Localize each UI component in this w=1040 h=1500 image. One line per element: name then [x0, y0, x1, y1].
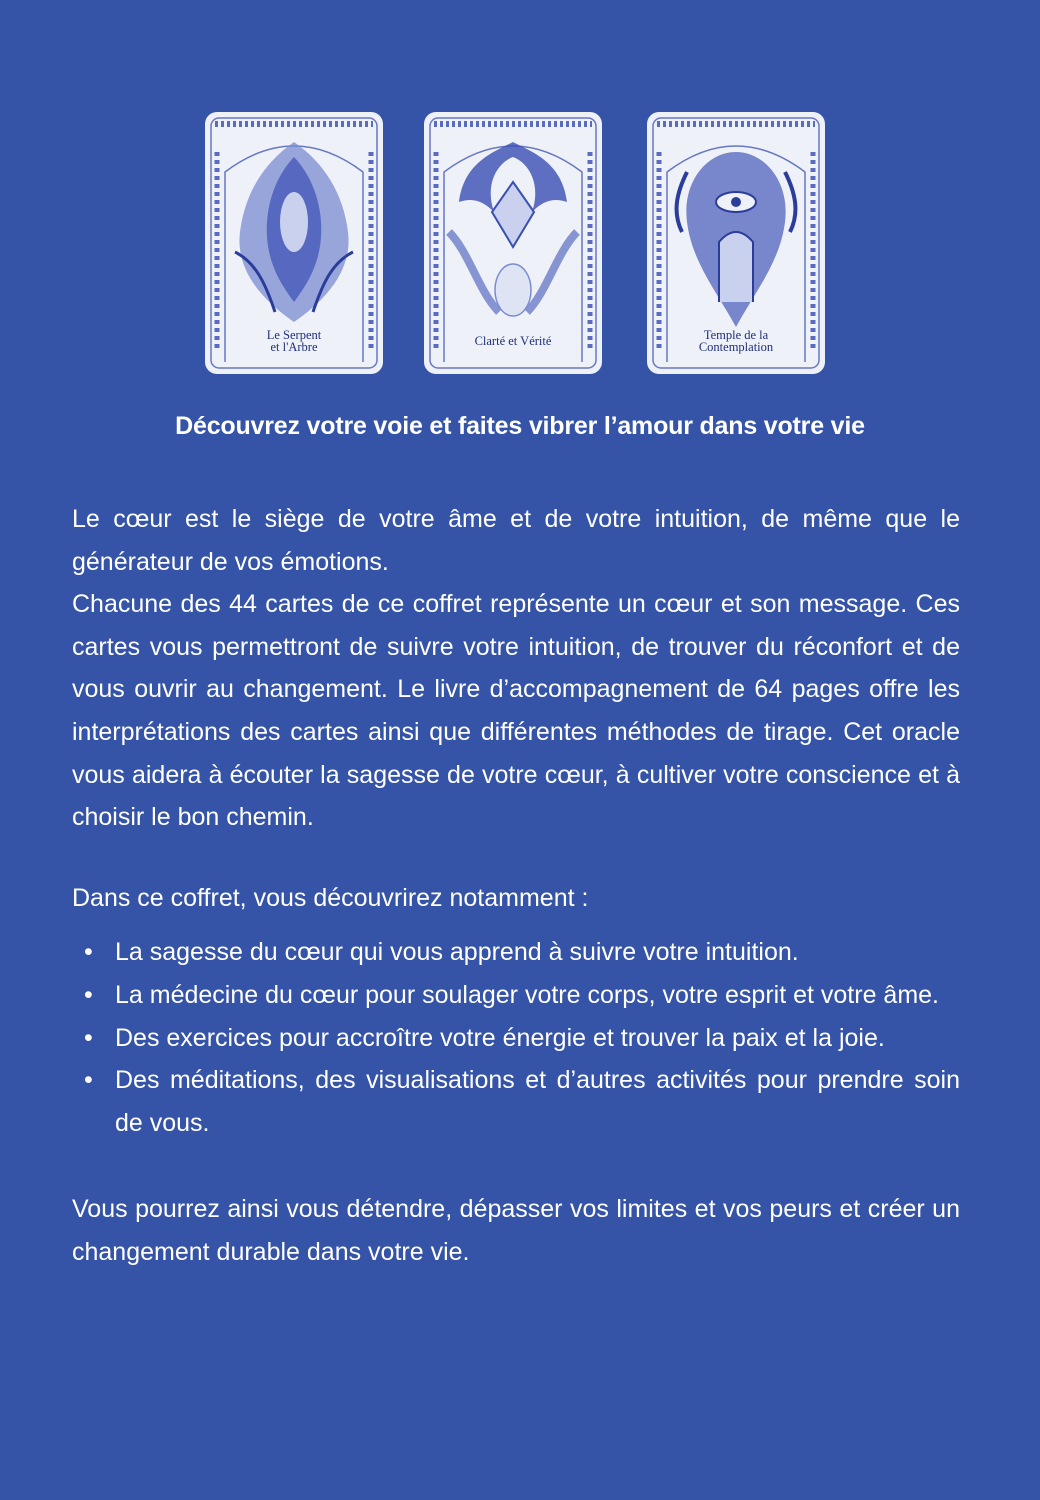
bullet-icon: •	[84, 938, 93, 967]
list-intro: Dans ce coffret, vous découvrirez notamment :	[72, 883, 589, 912]
headline: Découvrez votre voie et faites vibrer l’amour dans votre vie	[175, 412, 865, 440]
list-item: • Des exercices pour accroître votre énergie et trouver la paix et la joie.	[72, 1017, 960, 1060]
card-title: Temple de la Contemplation	[698, 328, 774, 354]
card-gallery	[205, 112, 835, 374]
intro-paragraph: Le cœur est le siège de votre âme et de votre intuition, de même que le générateur de vos émotions.	[72, 505, 960, 576]
details-paragraph: Chacune des 44 cartes de ce coffret représente un cœur et son message. Ces cartes vous permettront de suivre votre intuition, de trouver du réconfort et de vous ouvrir au changement. Le livre d’accompagnement de 64 pages offre les interprétations des cartes ainsi que différentes méthodes de tirage. Cet oracle vous aidera à écouter la sagesse de votre cœur, à cultiver votre conscience et à choisir le bon chemin.	[72, 590, 960, 832]
card-title: Le Serpent et l'Arbre	[266, 328, 322, 354]
closing-paragraph: Vous pourrez ainsi vous détendre, dépasser vos limites et vos peurs et créer un changement durable dans votre vie.	[72, 1195, 960, 1266]
list-item: • La sagesse du cœur qui vous apprend à suivre votre intuition.	[72, 931, 960, 974]
bullet-icon: •	[84, 1066, 93, 1095]
bullet-icon: •	[84, 1023, 93, 1052]
card-title: Clarté et Vérité	[474, 334, 552, 348]
oracle-card-serpent	[205, 112, 383, 374]
description	[72, 498, 960, 1274]
list-item: • Des méditations, des visualisations et d’autres activités pour prendre soin de vous.	[72, 1059, 960, 1144]
feature-list	[72, 931, 960, 1144]
oracle-card-temple	[647, 112, 825, 374]
oracle-card-clarte	[424, 112, 602, 374]
list-item: • La médecine du cœur pour soulager votre corps, votre esprit et votre âme.	[72, 974, 960, 1017]
bullet-icon: •	[84, 980, 93, 1009]
